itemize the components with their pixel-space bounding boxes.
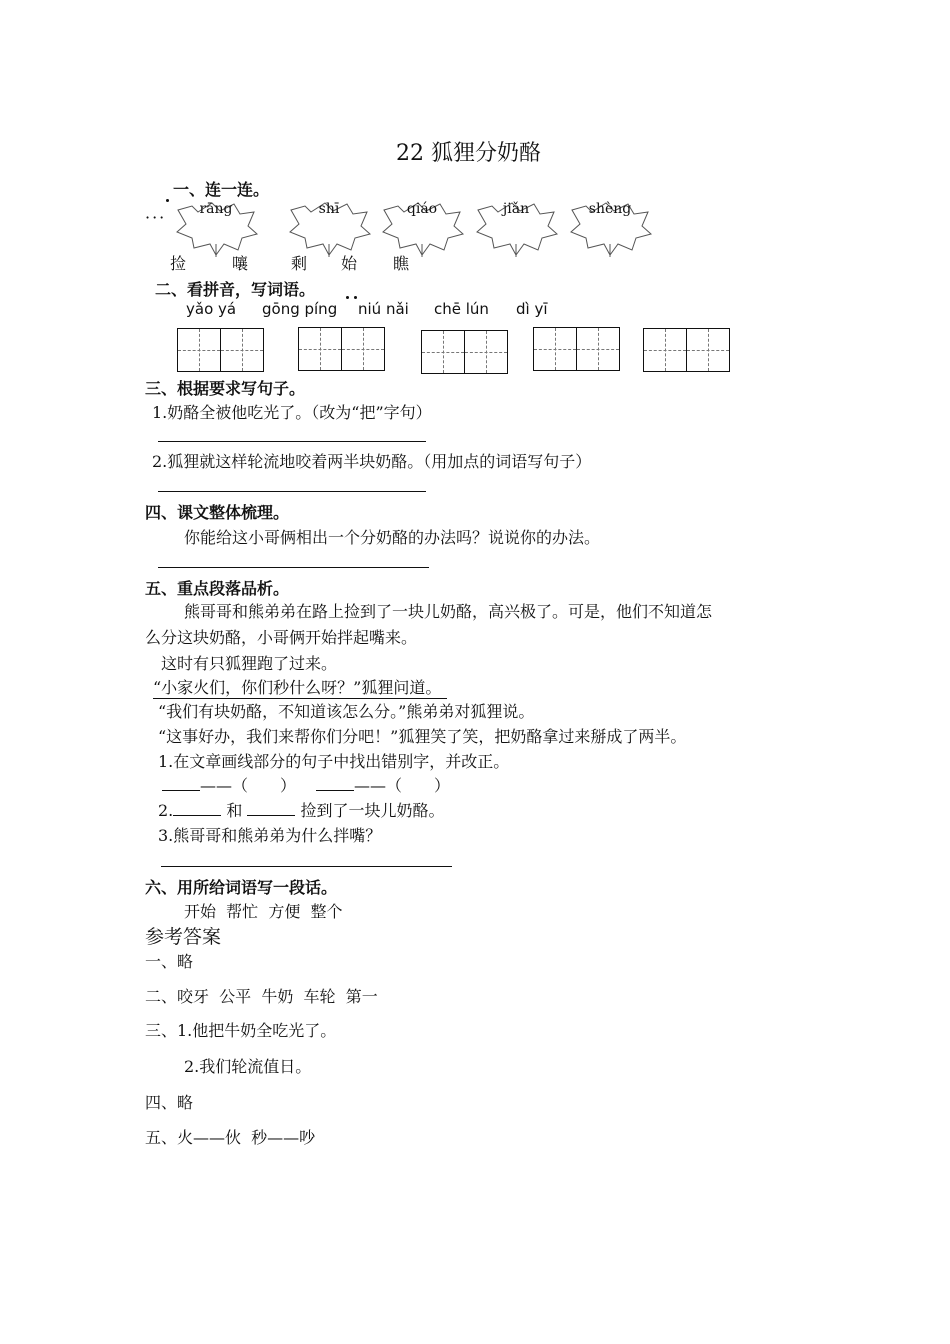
- section-5-question-2: [158, 798, 445, 821]
- section-6-heading: 六、用所给词语写一段话。: [145, 878, 338, 897]
- passage-line-2: 么分这块奶酪，小哥俩开始拌起嘴来。: [145, 628, 418, 647]
- pinyin-word-2: gōng píng: [262, 300, 338, 318]
- ellipsis-dots: ···: [145, 208, 167, 227]
- section-1-heading: 一、连一连。: [173, 180, 270, 199]
- writing-grid-4[interactable]: [533, 327, 618, 371]
- passage-line-5: “我们有块奶酪，不知道该怎么分。”熊弟弟对狐狸说。: [158, 702, 535, 721]
- leaf-pinyin: qiáo: [406, 201, 438, 217]
- correction-pair-2[interactable]: [316, 773, 450, 796]
- leaf-card-1[interactable]: [172, 200, 260, 258]
- blank-answer[interactable]: [247, 815, 295, 816]
- answer-line[interactable]: [158, 441, 426, 442]
- writing-grid-2[interactable]: [298, 327, 383, 371]
- leaf-pinyin: rāng: [199, 201, 233, 217]
- blank-wrong-char[interactable]: [316, 790, 354, 791]
- writing-grid-5[interactable]: [643, 328, 728, 372]
- answer-line[interactable]: [158, 491, 426, 492]
- pinyin-word-1: yǎo yá: [186, 300, 237, 318]
- answer-3-2: 2.我们轮流值日。: [184, 1057, 312, 1076]
- correction-paren: ——（ ）: [354, 776, 451, 795]
- answer-5: 五、火——伙 秒——吵: [145, 1128, 316, 1147]
- answer-2: 二、咬牙 公平 牛奶 车轮 第一: [145, 987, 378, 1006]
- leaf-card-5[interactable]: [566, 200, 654, 258]
- section-5-question-1: 1.在文章画线部分的句子中找出错别字，并改正。: [158, 752, 510, 771]
- writing-grid-1[interactable]: [177, 328, 262, 372]
- match-char-1[interactable]: 捡: [170, 254, 187, 273]
- blank-wrong-char[interactable]: [162, 790, 200, 791]
- passage-line-6: “这事好办，我们来帮你们分吧！”狐狸笑了笑，把奶酪拿过来掰成了两半。: [158, 727, 687, 746]
- writing-grid-3[interactable]: [421, 330, 506, 374]
- page-title: 22 狐狸分奶酪: [396, 141, 541, 166]
- given-words: 开始 帮忙 方便 整个: [184, 902, 343, 921]
- leaf-pinyin: jiǎn: [502, 201, 530, 217]
- passage-line-1: 熊哥哥和熊弟弟在路上捡到了一块儿奶酪，高兴极了。可是，他们不知道怎: [184, 602, 713, 621]
- match-char-3[interactable]: 剩: [291, 254, 308, 273]
- leaf-card-2[interactable]: [285, 200, 373, 258]
- answers-heading: 参考答案: [145, 926, 222, 948]
- emphasis-dot: [354, 296, 357, 299]
- passage-line-3: 这时有只狐狸跑了过来。: [161, 654, 338, 673]
- correction-paren: ——（ ）: [200, 776, 297, 795]
- section-4-question: 你能给这小哥俩相出一个分奶酪的办法吗？说说你的办法。: [184, 528, 601, 547]
- match-char-2[interactable]: 嚷: [232, 254, 249, 273]
- underlined-passage-sentence: “小家火们，你们秒什么呀？”狐狸问道。: [153, 675, 447, 699]
- section-5-question-3: 3.熊哥哥和熊弟弟为什么拌嘴？: [158, 826, 382, 845]
- section-3-heading: 三、根据要求写句子。: [145, 379, 306, 398]
- question-number: 2.: [158, 801, 174, 820]
- question-suffix: 捡到了一块儿奶酪。: [295, 801, 445, 820]
- pinyin-word-5: dì yī: [516, 300, 548, 318]
- correction-pair-1[interactable]: [162, 773, 296, 796]
- answer-4: 四、略: [145, 1093, 194, 1112]
- pinyin-word-3: niú nǎi: [358, 300, 409, 318]
- section-3-question-2: 2.狐狸就这样轮流地咬着两半块奶酪。（用加点的词语写句子）: [152, 452, 592, 471]
- match-char-4[interactable]: 始: [341, 254, 358, 273]
- emphasis-dot: [166, 199, 169, 202]
- leaf-card-3[interactable]: [378, 200, 466, 258]
- emphasis-dot: [346, 296, 349, 299]
- match-char-5[interactable]: 瞧: [393, 254, 410, 273]
- section-3-question-1: 1.奶酪全被他吃光了。（改为“把”字句）: [152, 403, 432, 422]
- answer-1: 一、略: [145, 952, 194, 971]
- pinyin-word-4: chē lún: [434, 300, 489, 318]
- leaf-pinyin: shī: [318, 201, 340, 217]
- section-5-heading: 五、重点段落品析。: [145, 579, 290, 598]
- leaf-card-4[interactable]: [472, 200, 560, 258]
- connector-text: 和: [221, 801, 248, 820]
- leaf-pinyin: shèng: [588, 201, 632, 217]
- answer-3-1: 三、1.他把牛奶全吃光了。: [145, 1021, 337, 1040]
- blank-answer[interactable]: [173, 815, 221, 816]
- section-4-heading: 四、课文整体梳理。: [145, 503, 290, 522]
- section-2-heading: 二、看拼音，写词语。: [155, 280, 316, 299]
- answer-line[interactable]: [161, 866, 452, 867]
- answer-line[interactable]: [158, 567, 429, 568]
